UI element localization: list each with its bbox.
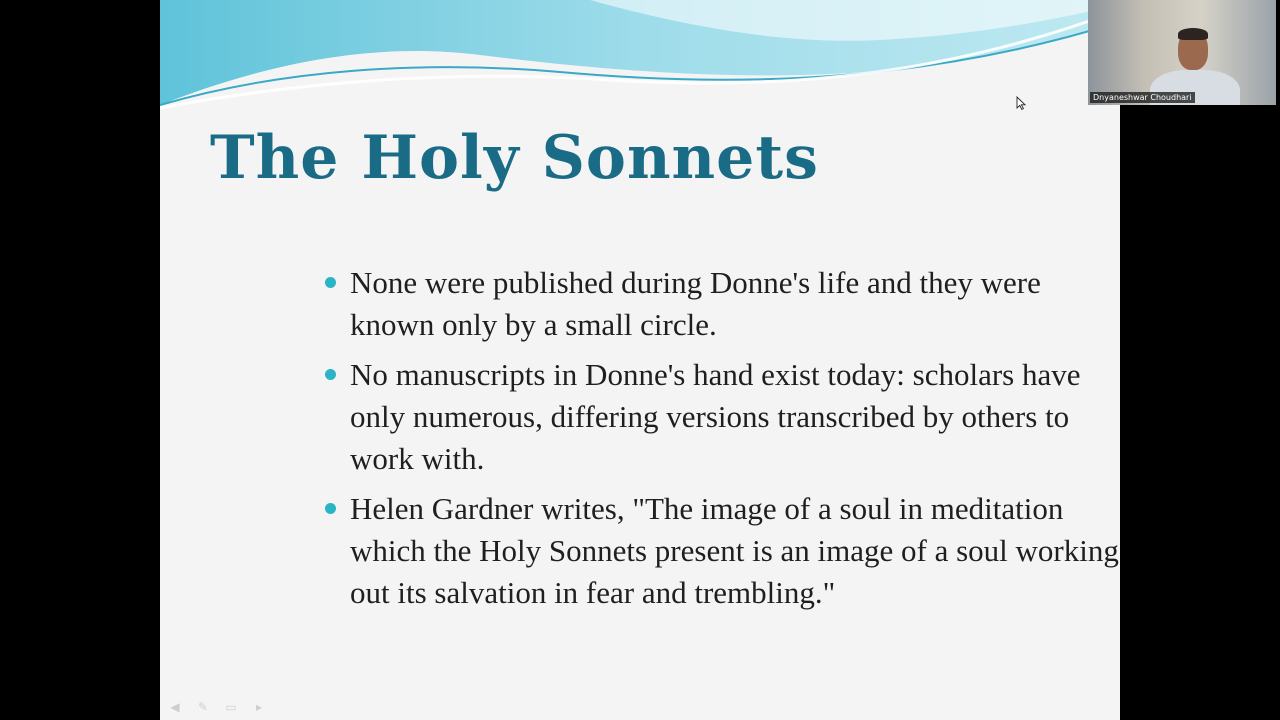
bullet-dot-icon (325, 277, 336, 288)
bullet-item (322, 488, 1120, 614)
bullet-text: No manuscripts in Donne's hand exist today: scholars have only numerous, differing versions transcribed by others to work with. (350, 357, 1081, 476)
pen-icon[interactable]: ✎ (197, 700, 209, 714)
slideshow-controls (168, 700, 266, 714)
bullet-dot-icon (325, 369, 336, 380)
participant-video-tile[interactable] (1088, 0, 1276, 105)
more-icon[interactable]: ▸ (255, 700, 263, 714)
participant-name-label: Dnyaneshwar Choudhari (1090, 92, 1195, 103)
participant-hair (1178, 28, 1208, 40)
slides-icon[interactable]: ▭ (225, 700, 237, 714)
bullet-dot-icon (325, 503, 336, 514)
mouse-cursor-icon (1016, 96, 1026, 110)
previous-icon[interactable]: ◀ (170, 700, 180, 714)
bullet-text: Helen Gardner writes, "The image of a soul in meditation which the Holy Sonnets present is an image of a soul working out its salvation in fear and trembling." (350, 491, 1119, 610)
slide-wave-decoration (160, 0, 1120, 120)
bullet-item (322, 262, 1120, 346)
presentation-slide (160, 0, 1120, 720)
bullet-list (322, 262, 1120, 622)
bullet-text: None were published during Donne's life and they were known only by a small circle. (350, 265, 1041, 342)
bullet-item (322, 354, 1120, 480)
slide-title: The Holy Sonnets (210, 123, 819, 193)
